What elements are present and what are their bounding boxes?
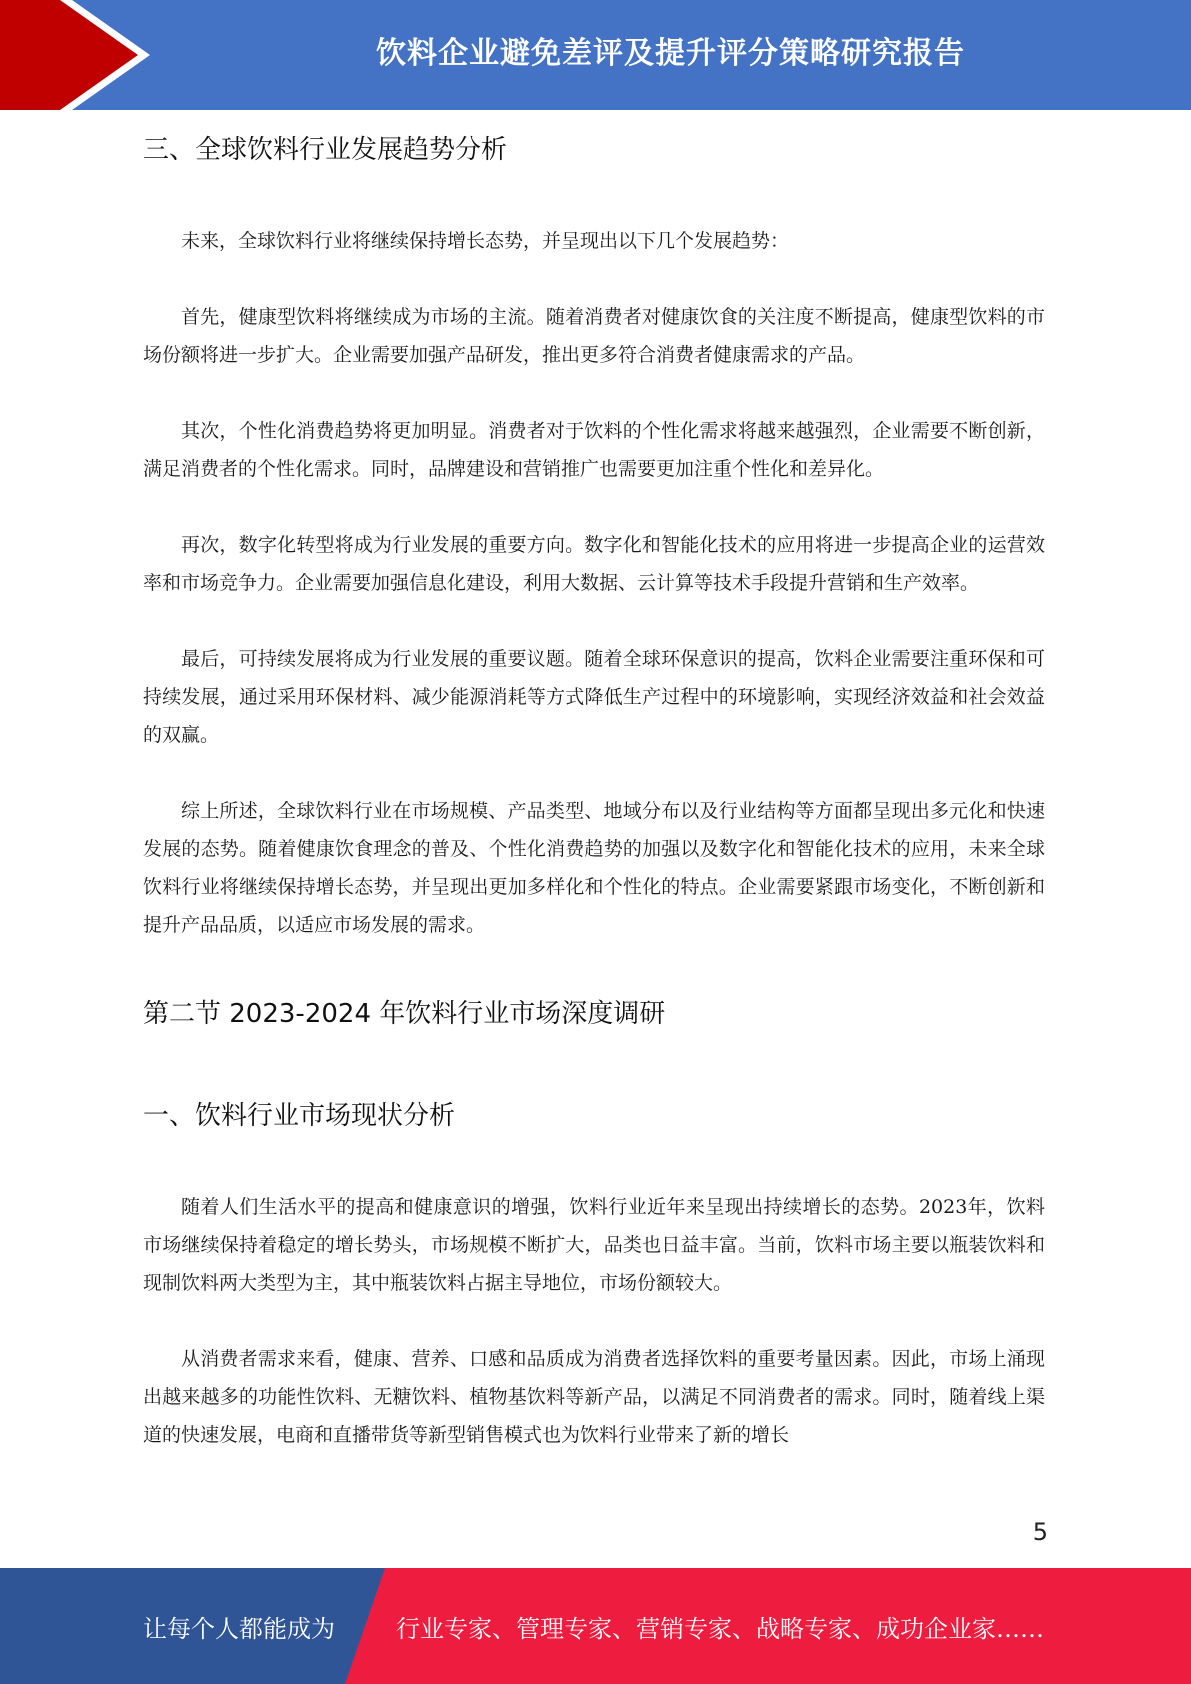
section-heading-global-trends: 三、全球饮料行业发展趋势分析 <box>143 135 508 165</box>
footer-slogan-left: 让每个人都能成为 <box>143 1614 335 1643</box>
page-footer <box>0 1568 1191 1684</box>
paragraph-intro: 未来，全球饮料行业将继续保持增长态势，并呈现出以下几个发展趋势： <box>181 230 790 252</box>
paragraph-market-status: 随着人们生活水平的提高和健康意识的增强，饮料行业近年来呈现出持续增长的态势。2023年，饮料市场继续保持着稳定的增长势头，市场规模不断扩大，品类也日益丰富。当前，饮料市场主要以瓶装饮料和现制饮料两大类型为主，其中瓶装饮料占据主导地位，市场份额较大。 <box>143 1196 1045 1294</box>
chapter-heading-market-research: 第二节 2023-2024 年饮料行业市场深度调研 <box>143 999 666 1029</box>
header-arrow-decoration <box>0 0 160 110</box>
report-title: 饮料企业避免差评及提升评分策略研究报告 <box>376 36 965 71</box>
paragraph-summary: 综上所述，全球饮料行业在市场规模、产品类型、地域分布以及行业结构等方面都呈现出多元化和快速发展的态势。随着健康饮食理念的普及、个性化消费趋势的加强以及数字化和智能化技术的应用，未来全球饮料行业将继续保持增长态势，并呈现出更加多样化和个性化的特点。企业需要紧跟市场变化，不断创新和提升产品品质，以适应市场发展的需求。 <box>143 800 1045 936</box>
footer-slogan-right: 行业专家、管理专家、营销专家、战略专家、成功企业家…… <box>396 1614 1044 1643</box>
document-body <box>143 110 1045 1454</box>
paragraph-consumer-demand: 从消费者需求来看，健康、营养、口感和品质成为消费者选择饮料的重要考量因素。因此，市场上涌现出越来越多的功能性饮料、无糖饮料、植物基饮料等新产品，以满足不同消费者的需求。同时，随着线上渠道的快速发展，电商和直播带货等新型销售模式也为饮料行业带来了新的增长 <box>143 1348 1045 1446</box>
paragraph-personalization: 其次，个性化消费趋势将更加明显。消费者对于饮料的个性化需求将越来越强烈，企业需要不断创新，满足消费者的个性化需求。同时，品牌建设和营销推广也需要更加注重个性化和差异化。 <box>143 420 1045 480</box>
page-number: 5 <box>1032 1518 1048 1546</box>
paragraph-health-drinks: 首先，健康型饮料将继续成为市场的主流。随着消费者对健康饮食的关注度不断提高，健康型饮料的市场份额将进一步扩大。企业需要加强产品研发，推出更多符合消费者健康需求的产品。 <box>143 306 1045 366</box>
section-heading-market-status: 一、饮料行业市场现状分析 <box>143 1101 456 1131</box>
paragraph-digital-transformation: 再次，数字化转型将成为行业发展的重要方向。数字化和智能化技术的应用将进一步提高企业的运营效率和市场竞争力。企业需要加强信息化建设，利用大数据、云计算等技术手段提升营销和生产效率。 <box>143 534 1045 594</box>
paragraph-sustainability: 最后，可持续发展将成为行业发展的重要议题。随着全球环保意识的提高，饮料企业需要注重环保和可持续发展，通过采用环保材料、减少能源消耗等方式降低生产过程中的环境影响，实现经济效益和社会效益的双赢。 <box>143 648 1045 746</box>
page-header <box>0 0 1191 110</box>
